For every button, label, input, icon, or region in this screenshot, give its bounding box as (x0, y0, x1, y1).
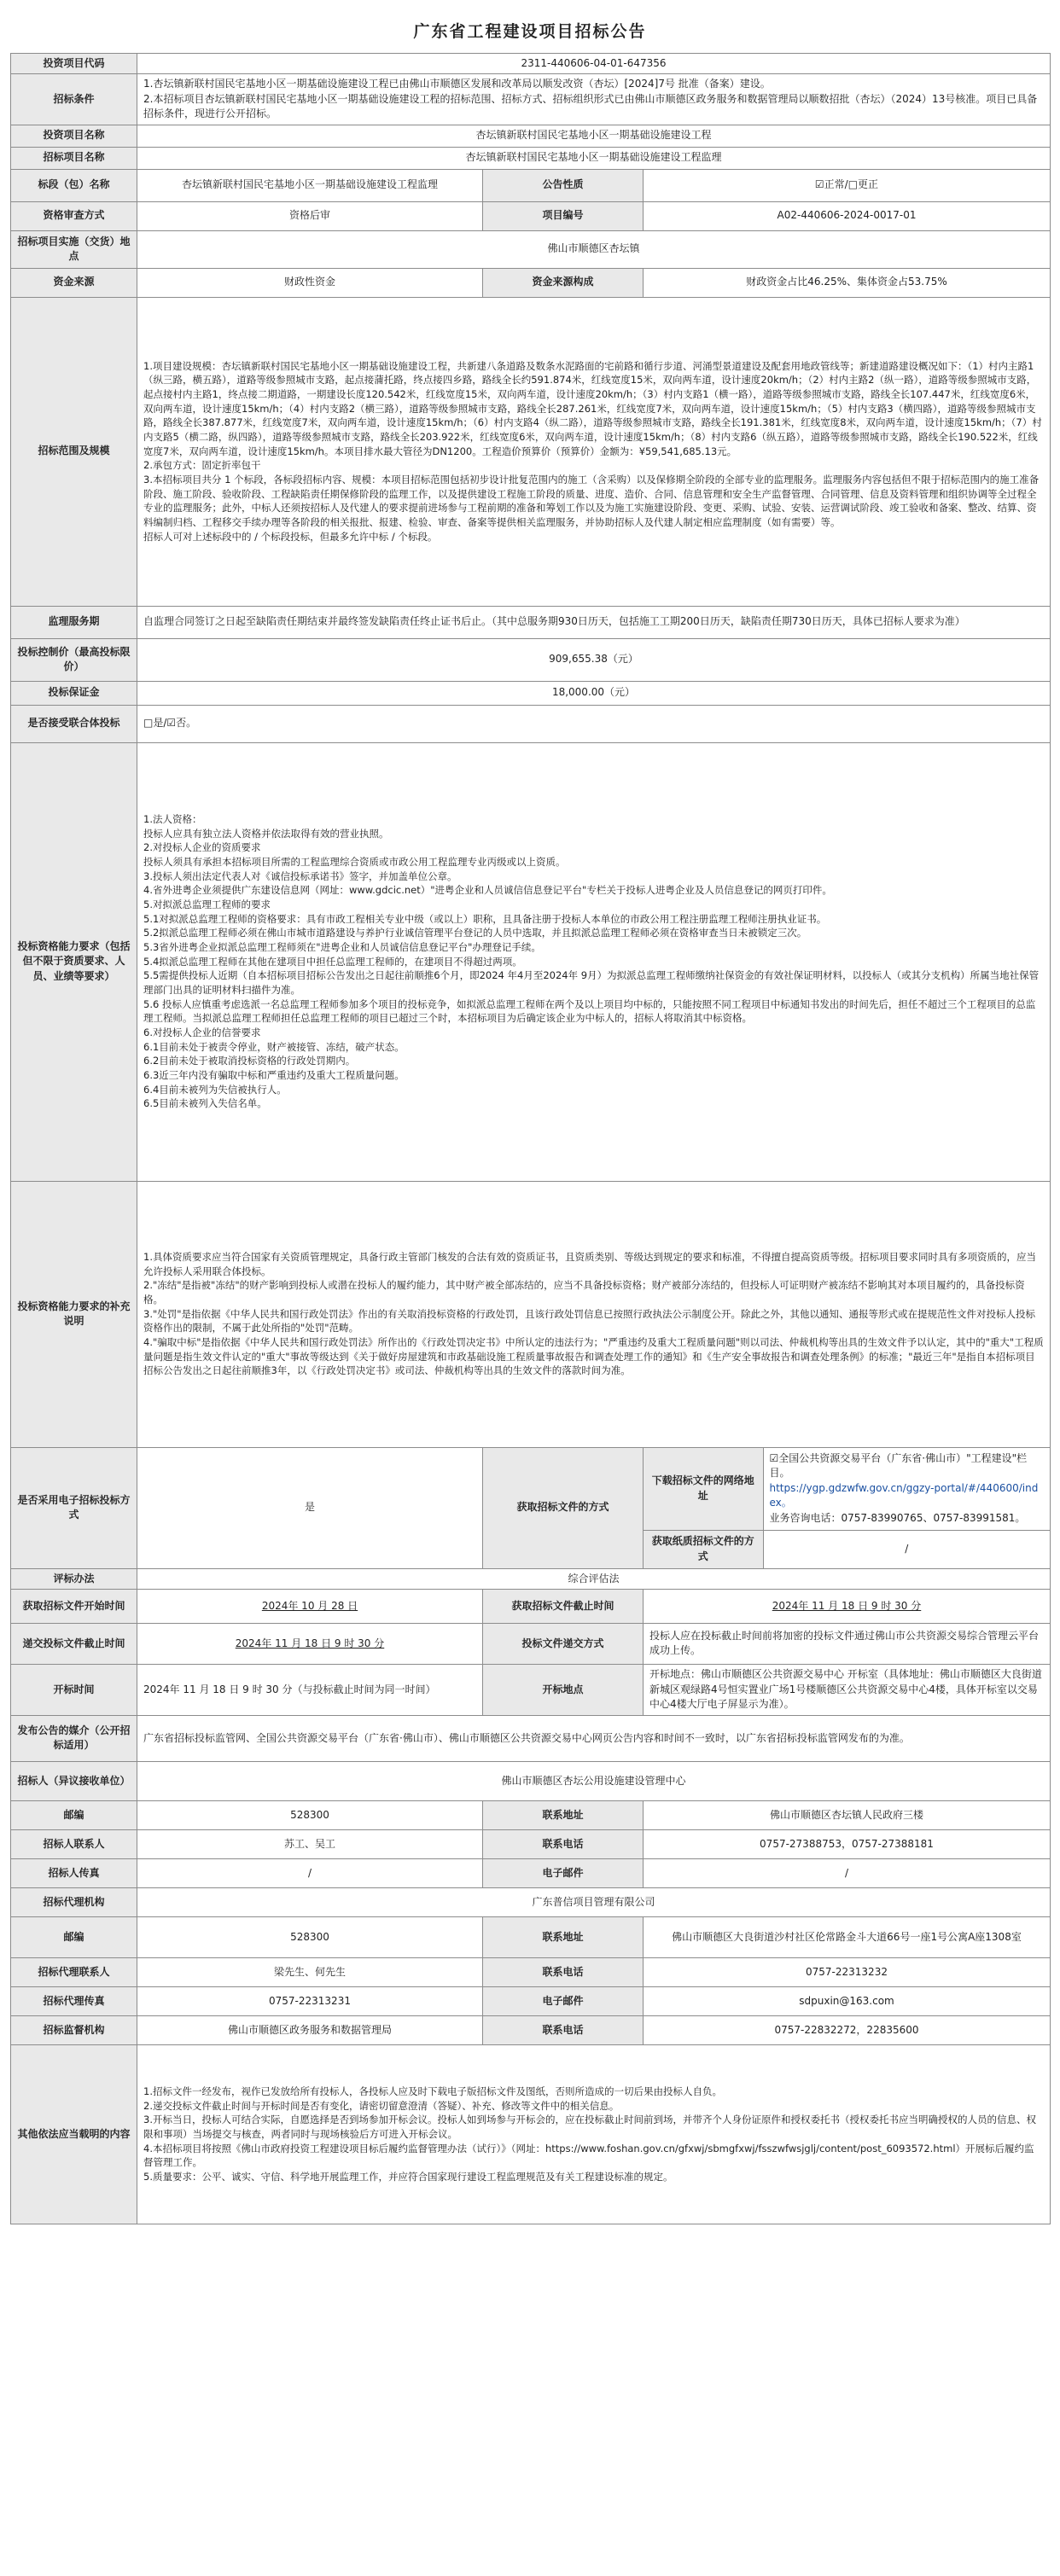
row-bond (11, 681, 1051, 705)
supplementary-para: 3."处罚"是指依据《中华人民共和国行政处罚法》作出的有关取消投标资格的行政处罚，且该行政处罚信息已按照行政执法公示制度公开。除此之外，其他以通知、通报等形式或在提规范性文件对投标人投标资格作出的限制，不属于此处所指的"处罚"范畴。 (143, 1307, 1036, 1335)
supplementary-value (137, 1181, 1051, 1447)
tenderer-address-value: 佛山市顺德区杏坛镇人民政府三楼 (644, 1800, 1051, 1829)
max-price-label: 投标控制价（最高投标限价） (11, 638, 137, 681)
row-location (11, 230, 1051, 268)
location-label: 招标项目实施（交货）地点 (11, 230, 137, 268)
requirement-item: 6.对投标人企业的信誉要求 (143, 1026, 261, 1039)
tenderer-email-label: 电子邮件 (483, 1858, 644, 1887)
get-end-label: 获取招标文件截止时间 (483, 1589, 644, 1623)
consortium-label: 是否接受联合体投标 (11, 705, 137, 742)
agency-email-value: sdpuxin@163.com (644, 1986, 1051, 2015)
electronic-value: 是 (137, 1447, 483, 1568)
tenderer-phone-label: 联系电话 (483, 1829, 644, 1858)
electronic-label: 是否采用电子招标投标方式 (11, 1447, 137, 1568)
bond-label: 投标保证金 (11, 681, 137, 705)
agency-contact-label: 招标代理联系人 (11, 1957, 137, 1986)
row-opening (11, 1664, 1051, 1715)
requirement-item: 投标人应具有独立法人资格并依法取得有效的营业执照。 (143, 827, 389, 840)
row-other (11, 2044, 1051, 2224)
requirement-item: 4.省外进粤企业须提供广东建设信息网（网址：www.gdcic.net）"进粤企业和人员诚信信息登记平台"专栏关于投标人进粤企业及人员信息登记的网页打印件。 (143, 884, 832, 897)
notice-type-value: ☑正常/□更正 (644, 169, 1051, 201)
obtain-method-online (644, 1447, 1051, 1530)
row-get-start (11, 1589, 1051, 1623)
qualification-review-label: 资格审查方式 (11, 201, 137, 230)
other-value (137, 2044, 1051, 2224)
requirement-item: 2.对投标人企业的资质要求 (143, 841, 261, 854)
download-address-value (763, 1448, 1050, 1530)
submit-deadline-label: 递交投标文件截止时间 (11, 1623, 137, 1664)
row-consortium (11, 705, 1051, 742)
obtain-method-paper (644, 1530, 1051, 1568)
funding-label: 资金来源 (11, 268, 137, 297)
row-supplementary (11, 1181, 1051, 1447)
media-value: 广东省招标投标监管网、全国公共资源交易平台（广东省·佛山市）、佛山市顺德区公共资源交易中心网页公告内容和时间不一致时，以广东省招标投标监管网发布的为准。 (137, 1715, 1051, 1761)
consult-phone: 业务咨询电话：0757-83990765、0757-83991581。 (769, 1511, 1026, 1524)
scope-value (137, 297, 1051, 606)
row-agency-contact (11, 1957, 1051, 1986)
tenderer-contact-label: 招标人联系人 (11, 1829, 137, 1858)
funding-composition-label: 资金来源构成 (483, 268, 644, 297)
evaluation-value: 综合评估法 (137, 1568, 1051, 1589)
other-item: 2.递交投标文件截止时间与开标时间是否有变化，请密切留意澄清（答疑）、补充、修改等文件中的相关信息。 (143, 2099, 620, 2112)
row-project-code (11, 54, 1051, 74)
notice-type-label: 公告性质 (483, 169, 644, 201)
other-label: 其他依法应当载明的内容 (11, 2044, 137, 2224)
row-supervisor (11, 2015, 1051, 2044)
scope-para: 招标人可对上述标段中的 / 个标段投标，但最多允许中标 / 个标段。 (143, 530, 438, 543)
requirement-item: 5.4拟派总监理工程师在其他在建项目中担任总监理工程师的，在建项目不得超过两项。 (143, 955, 522, 968)
obtain-method-subtable (644, 1448, 1050, 1530)
conditions-para: 2.本招标项目杏坛镇新联村国民宅基地小区一期基础设施建设工程的招标范围、招标方式、招标组织形式已由佛山市顺德区政务服务和数据管理局以顺数招批（杏坛）（2024）13号核准。项目已具备招标条件，现进行公开招标。 (143, 92, 1038, 120)
location-value: 佛山市顺德区杏坛镇 (137, 230, 1051, 268)
section-value: 杏坛镇新联村国民宅基地小区一期基础设施建设工程监理 (137, 169, 483, 201)
get-start-value: 2024年 10 月 28 日 (137, 1589, 483, 1623)
row-funding (11, 268, 1051, 297)
scope-para: 1.项目建设规模：杏坛镇新联村国民宅基地小区一期基础设施建设工程，共新建八条道路及数条水泥路面的宅前路和循行步道、河涌型景道建设及配套用地政管线等；新建道路建设概况如下：（1）村内主路1（纵三路，横五路），道路等级参照城市支路，起点接蒲托路，终点接四乡路，路线全长约591.874米，红线宽度15米，双向两车道，设计速度20km/h；（2）村内主路2（纵一路），道路等级参照城市支路，起点接村内主路1，终点接二期道路，一期建设长度120.542米，红线宽度15米，双向两车道，设计速度20km/h；（3）村内支路1（横一路），道路等级参照城市支路，路线全长107.447米，红线宽度6米，双向两车道，设计速度15km/h；（4）村内支路2（横三路），道路等级参照城市支路，路线全长287.261米，红线宽度7米，双向两车道，设计速度15km/h；（5）村内支路3（横四路），道路等级参照城市支路，路线全长387.877米，红线宽度7米，双向两车道，设计速度15km/h；（6）村内支路4（纵二路），道路等级参照城市支路，路线全长191.381米，红线宽度8米，双向两车道，设计速度15km/h；（7）村内支路5（横二路，纵四路），道路等级参照城市支路，路线全长203.922米，红线宽度6米，双向两车道，设计速度15km/h；（8）村内支路6（纵五路），道路等级参照城市支路，路线全长190.522米，红线宽度7米，双向两车道，设计速度15km/h。本项目排水最大管径为DN1200。工程造价预算价（预算价）金额为：¥59,541,685.13元。 (143, 359, 1042, 457)
row-service-period (11, 606, 1051, 638)
tenderer-post-label: 邮编 (11, 1800, 137, 1829)
row-conditions (11, 74, 1051, 125)
agency-post-label: 邮编 (11, 1916, 137, 1957)
other-item: 5.质量要求：公平、诚实、守信、科学地开展监理工作，并应符合国家现行建设工程监理规范及有关工程建设标准的规定。 (143, 2171, 673, 2183)
platform-link[interactable]: https://ygp.gdzwfw.gov.cn/ggzy-portal/#/440600/index。 (769, 1481, 1039, 1509)
agency-phone-value: 0757-22313232 (644, 1957, 1051, 1986)
tenderer-email-value: / (644, 1858, 1051, 1887)
row-agency-fax (11, 1986, 1051, 2015)
opening-value: 2024年 11 月 18 日 9 时 30 分（与投标截止时间为同一时间） (137, 1664, 483, 1715)
row-bidder-requirements (11, 742, 1051, 1181)
agency-label: 招标代理机构 (11, 1887, 137, 1916)
requirement-item: 1.法人资格： (143, 813, 202, 825)
scope-para: 3.本招标项目共分 1 个标段，各标段招标内容、规模：本项目招标范围包括初步设计批复范围内的施工（含采购）以及保修期全阶段的全部专业的监理服务。监理服务内容包括但不限于招标范围内的施工准备阶段、施工阶段、验收阶段、工程缺陷责任期保修阶段的监理工作，以及提供建设工程施工阶段的质量、进度、造价、合同、信息管理和安全生产监督管理、合同管理、信息及资料管理和组织协调等全过程全专业的监理服务；此外，中标人还须按招标人及代建人的要求提前进场参与工程前期的准备和筹划工作以及为施工实施建设阶段、变更、采购、试验、安装、运营调试阶段、竣工验收和备案、整改、结算、资料编制归档、工程移交手续办理等各阶段的相关报批、报建、检验、审查、备案等提供相关监理服务，并协助招标人及代建人制定相应监理制度（如有需要）等。 (143, 474, 1040, 529)
project-number-value: A02-440606-2024-0017-01 (644, 201, 1051, 230)
project-name-value: 杏坛镇新联村国民宅基地小区一期基础设施建设工程 (137, 125, 1051, 147)
scope-label: 招标范围及规模 (11, 297, 137, 606)
row-tenderer-fax (11, 1858, 1051, 1887)
row-section (11, 169, 1051, 201)
row-tenderer-contact (11, 1829, 1051, 1858)
requirement-item: 投标人须具有承担本招标项目所需的工程监理综合资质或市政公用工程监理专业丙级或以上资质。 (143, 856, 566, 869)
section-label: 标段（包）名称 (11, 169, 137, 201)
agency-contact-value: 梁先生、何先生 (137, 1957, 483, 1986)
row-agency-post (11, 1916, 1051, 1957)
tenderer-address-label: 联系地址 (483, 1800, 644, 1829)
requirement-item: 5.2拟派总监理工程师必须在佛山市城市道路建设与养护行业诚信管理平台登记的人员中选取，并且拟派总监理工程师必须在资格审查当日未被锁定三次。 (143, 927, 807, 939)
agency-email-label: 电子邮件 (483, 1986, 644, 2015)
supervisor-phone-label: 联系电话 (483, 2015, 644, 2044)
submit-method-value: 投标人应在投标截止时间前将加密的投标文件通过佛山市公共资源交易综合管理云平台成功上传。 (644, 1623, 1051, 1664)
platform-name: ☑全国公共资源交易平台（广东省·佛山市）"工程建设"栏目。 (769, 1452, 1028, 1480)
paper-method-label: 获取纸质招标文件的方式 (644, 1531, 763, 1568)
paper-method-value: / (905, 1542, 909, 1555)
requirement-item: 5.6 投标人应慎重考虑选派一名总监理工程师参加多个项目的投标竞争，如拟派总监理工程师在两个及以上项目均中标的，只能按照不同工程项目中标通知书发出的时间先后，担任不超过三个工程项目的总监理工程师。当拟派总监理工程师担任总监理工程师的项目已超过三个时，本招标项目为后确定该企业为中标人的，招标人将取消其中标资格。 (143, 997, 1036, 1025)
requirement-item: 6.2目前未处于被取消投标资格的行政处罚期内。 (143, 1055, 356, 1067)
other-item: 4.本招标项目将按照《佛山市政府投资工程建设项目标后履约监督管理办法（试行）》（网址：https://www.foshan.gov.cn/gfxwj/sbmgfxwj/fsszwfwsjglj/content/post_6093572.html）开展标后履约监督管理工作。 (143, 2142, 1034, 2169)
supervisor-value: 佛山市顺德区政务服务和数据管理局 (137, 2015, 483, 2044)
row-qualification-review (11, 201, 1051, 230)
requirement-item: 3.投标人须出法定代表人对《诚信投标承诺书》签字，并加盖单位公章。 (143, 869, 457, 882)
row-submit-deadline (11, 1623, 1051, 1664)
bidder-requirements-label: 投标资格能力要求（包括但不限于资质要求、人员、业绩等要求） (11, 742, 137, 1181)
tenderer-phone-value: 0757-27388753，0757-27388181 (644, 1829, 1051, 1858)
requirement-item: 6.1目前未处于被责令停业，财产被接管、冻结，破产状态。 (143, 1040, 405, 1053)
qualification-review-value: 资格后审 (137, 201, 483, 230)
row-media (11, 1715, 1051, 1761)
row-tenderer-post (11, 1800, 1051, 1829)
submit-method-label: 投标文件递交方式 (483, 1623, 644, 1664)
service-period-value: 自监理合同签订之日起至缺陷责任期结束并最终签发缺陷责任终止证书后止。（其中总服务期930日历天，包括施工工期200日历天，缺陷责任期730日历天，具体已招标人要求为准） (137, 606, 1051, 638)
agency-value: 广东普信项目管理有限公司 (137, 1887, 1051, 1916)
submit-deadline-value: 2024年 11 月 18 日 9 时 30 分 (137, 1623, 483, 1664)
conditions-value (137, 74, 1051, 125)
requirement-item: 5.1对拟派总监理工程师的资格要求：具有市政工程相关专业中级（或以上）职称，且具备注册于投标人本单位的市政公用工程注册监理工程师注册执业证书。 (143, 912, 827, 925)
bidder-requirements-value (137, 742, 1051, 1181)
media-label: 发布公告的媒介（公开招标适用） (11, 1715, 137, 1761)
row-tender-project-name (11, 147, 1051, 169)
opening-label: 开标时间 (11, 1664, 137, 1715)
obtain-method-label: 获取招标文件的方式 (483, 1447, 644, 1568)
tenderer-contact-value: 苏工、吴工 (137, 1829, 483, 1858)
tenderer-value: 佛山市顺德区杏坛公用设施建设管理中心 (137, 1761, 1051, 1800)
row-electronic-a (11, 1447, 1051, 1530)
agency-fax-value: 0757-22313231 (137, 1986, 483, 2015)
supplementary-para: 2."冻结"是指被"冻结"的财产影响到投标人或潜在投标人的履约能力，其中财产被全部冻结的，应当不具备投标资格；财产被部分冻结的，但投标人可证明财产被冻结不影响其对本项目履约的，具备投标资格。 (143, 1279, 1025, 1306)
tenderer-label: 招标人（异议接收单位） (11, 1761, 137, 1800)
requirement-item: 6.5目前未被列入失信名单。 (143, 1097, 267, 1110)
bond-value: 18,000.00（元） (137, 681, 1051, 705)
supervisor-label: 招标监督机构 (11, 2015, 137, 2044)
row-max-price (11, 638, 1051, 681)
scope-para: 2.承包方式：固定折率包干 (143, 459, 261, 472)
project-number-label: 项目编号 (483, 201, 644, 230)
requirement-item: 5.对拟派总监理工程师的要求 (143, 898, 271, 911)
agency-address-label: 联系地址 (483, 1916, 644, 1957)
get-end-value: 2024年 11 月 18 日 9 时 30 分 (644, 1589, 1051, 1623)
service-period-label: 监理服务期 (11, 606, 137, 638)
page-title: 广东省工程建设项目招标公告 (413, 22, 647, 41)
requirement-item: 5.3省外进粤企业拟派总监理工程师须在"进粤企业和人员诚信信息登记平台"办理登记手续。 (143, 941, 541, 954)
requirement-item: 6.3近三年内没有骗取中标和严重违约及重大工程质量问题。 (143, 1069, 405, 1082)
evaluation-label: 评标办法 (11, 1568, 137, 1589)
conditions-label: 招标条件 (11, 74, 137, 125)
other-item: 3.开标当日，投标人可结合实际，自愿选择是否到场参加开标会议。投标人如到场参与开标会的，应在投标截止时间前到场，并带齐个人身份证原件和授权委托书（授权委托书应当明确授权的人员的信息、权限和事项）当场提交与核查，两者同时与现场核验后方可进入开标会议。 (143, 2114, 1036, 2141)
funding-composition-value: 财政资金占比46.25%、集体资金占53.75% (644, 268, 1051, 297)
download-address-label: 下载招标文件的网络地址 (644, 1448, 763, 1530)
agency-post-value: 528300 (137, 1916, 483, 1957)
consortium-value: □是/☑否。 (137, 705, 1051, 742)
row-tenderer (11, 1761, 1051, 1800)
obtain-paper-subtable (644, 1531, 1050, 1568)
tenderer-fax-value: / (137, 1858, 483, 1887)
agency-fax-label: 招标代理传真 (11, 1986, 137, 2015)
agency-address-value: 佛山市顺德区大良街道沙村社区伦常路金斗大道66号一座1号公寓A座1308室 (644, 1916, 1051, 1957)
opening-place-value: 开标地点：佛山市顺德区公共资源交易中心 开标室（具体地址：佛山市顺德区大良街道新城区观绿路4号恒实置业广场1号楼顺德区公共资源交易中心4楼，具体开标室以交易中心4楼大厅电子屏显示为准）。 (644, 1664, 1051, 1715)
max-price-value: 909,655.38（元） (137, 638, 1051, 681)
get-start-label: 获取招标文件开始时间 (11, 1589, 137, 1623)
row-project-name (11, 125, 1051, 147)
tender-project-name-value: 杏坛镇新联村国民宅基地小区一期基础设施建设工程监理 (137, 147, 1051, 169)
tenderer-fax-label: 招标人传真 (11, 1858, 137, 1887)
row-scope (11, 297, 1051, 606)
agency-phone-label: 联系电话 (483, 1957, 644, 1986)
supervisor-phone-value: 0757-22832272，22835600 (644, 2015, 1051, 2044)
opening-place-label: 开标地点 (483, 1664, 644, 1715)
other-item: 1.招标文件一经发布，视作已发放给所有投标人，各投标人应及时下载电子版招标文件及图纸，否则所造成的一切后果由投标人自负。 (143, 2085, 722, 2098)
project-code-label: 投资项目代码 (11, 54, 137, 74)
tenderer-post-value: 528300 (137, 1800, 483, 1829)
supplementary-para: 1.具体资质要求应当符合国家有关资质管理规定，具备行政主管部门核发的合法有效的资质证书，且资质类别、等级达到规定的要求和标准，不得擅自提高资质等级。招标项目要求同时具有多项资质的，应当允许投标人采用联合体投标。 (143, 1251, 1036, 1277)
funding-value: 财政性资金 (137, 268, 483, 297)
supplementary-para: 4."骗取中标"是指依据《中华人民共和国行政处罚法》所作出的《行政处罚决定书》中所认定的违法行为；"严重违约及重大工程质量问题"则以司法、仲裁机构等出具的生效文件予以认定，其中的"重大"工程质量问题是指生效文件认定的"重大"事故等级达到《关于做好房屋建筑和市政基础设施工程质量事故报告和调查处理工作的通知》和《生产安全事故报告和调查处理条例》的标准；"最近三年"是指自本招标项目招标公告发出之日起往前顺推3年，以《行政处罚决定书》或司法、仲裁机构等出具的生效文件的落款时间为准。 (143, 1336, 1044, 1377)
announcement-table (10, 53, 1051, 2224)
tender-project-name-label: 招标项目名称 (11, 147, 137, 169)
project-code-value: 2311-440606-04-01-647356 (137, 54, 1051, 74)
project-name-label: 投资项目名称 (11, 125, 137, 147)
requirement-item: 5.5需提供投标人近期（自本招标项目招标公告发出之日起往前顺推6个月，即2024 年4月至2024年 9月）为拟派总监理工程师缴纳社保资金的有效社保证明材料，以投标人（或其分支机构）所属当地社保管理部门出具的证明材料扫描件为准。 (143, 969, 1040, 997)
requirement-item: 6.4目前未被列为失信被执行人。 (143, 1083, 287, 1096)
row-evaluation (11, 1568, 1051, 1589)
conditions-para: 1.杏坛镇新联村国民宅基地小区一期基础设施建设工程已由佛山市顺德区发展和改革局以顺发改资（杏坛）[2024]7号 批准（备案）建设。 (143, 78, 771, 90)
supplementary-label: 投标资格能力要求的补充说明 (11, 1181, 137, 1447)
row-agency (11, 1887, 1051, 1916)
